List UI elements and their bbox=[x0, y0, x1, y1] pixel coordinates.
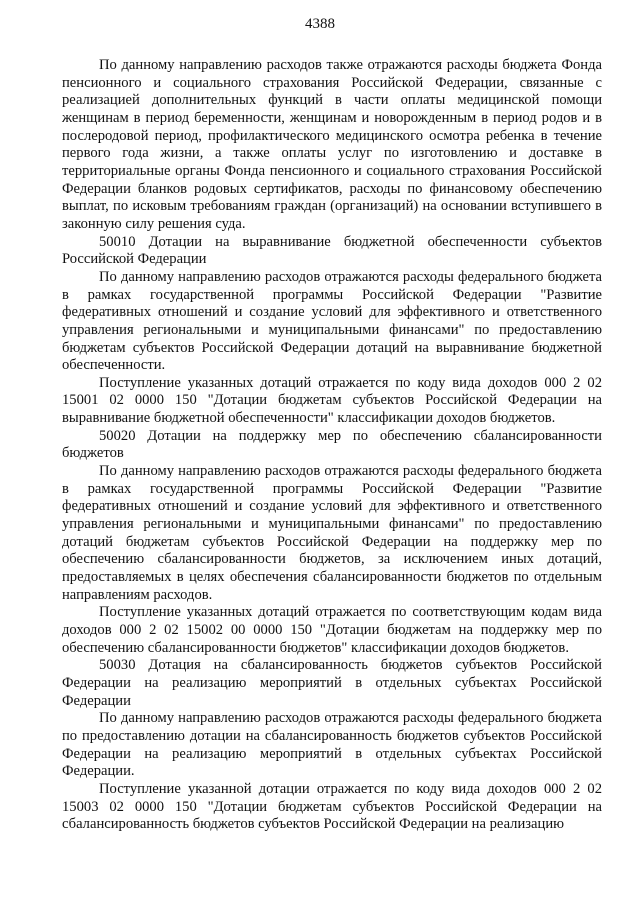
paragraph-50030-description: По данному направлению расходов отражаются расходы федерального бюджета по предоставлению дотации на сбалансированность бюджетов субъектов Российской Федерации на реализацию мероприятий в отдельных субъектах Российской Федерации. bbox=[62, 710, 602, 780]
paragraph-fss-expenses: По данному направлению расходов также отражаются расходы бюджета Фонда пенсионного и социального страхования Российской Федерации, связанные с реализацией дополнительных функций в части оплаты медицинской помощи женщинам в период беременности, женщинам и новорожденным в период родов и в послеродовой период, профилактического медицинского осмотра ребенка в течение первого года жизни, а также оплаты услуг по изготовлению и доставке в территориальные органы Фонда пенсионного и социального страхования Российской Федерации бланков родовых сертификатов, расходы по финансовому обеспечению выплат, по исковым требованиям граждан (организаций) на основании вступившего в законную силу решения суда. bbox=[62, 57, 602, 232]
paragraph-50020-description: По данному направлению расходов отражаются расходы федерального бюджета в рамках государственной программы Российской Федерации "Развитие федеративных отношений и создание условий для эффективного и ответственного управления региональными и муниципальными финансами" по предоставлению дотаций бюджетам субъектов Российской Федерации на поддержку мер по обеспечению сбалансированности бюджетов, за исключением иных дотаций, предоставляемых в целях обеспечения сбалансированности бюджетов по отдельным направлениям расходов. bbox=[62, 463, 602, 603]
heading-50010: 50010 Дотации на выравнивание бюджетной обеспеченности субъектов Российской Федерации bbox=[62, 233, 602, 268]
page-number: 4388 bbox=[305, 16, 335, 32]
paragraph-50030-revenue-code: Поступление указанной дотации отражается по коду вида доходов 000 2 02 15003 02 0000 150 "Дотации бюджетам субъектов Российской Федерации на сбалансированность бюджетов субъектов Российской Федерации на реализацию bbox=[62, 780, 602, 833]
paragraph-50020-revenue-code: Поступление указанных дотаций отражается по соответствующим кодам вида доходов 000 2 02 15002 00 0000 150 "Дотации бюджетам на поддержку мер по обеспечению сбалансированности бюджетов" классификации доходов бюджетов. bbox=[62, 604, 602, 656]
paragraph-50010-revenue-code: Поступление указанных дотаций отражается по коду вида доходов 000 2 02 15001 02 0000 150 "Дотации бюджетам субъектов Российской Федерации на выравнивание бюджетной обеспеченности" классификации доходов бюджетов. bbox=[62, 374, 602, 427]
heading-50020: 50020 Дотации на поддержку мер по обеспечению сбалансированности бюджетов bbox=[62, 427, 602, 462]
document-body bbox=[62, 57, 602, 834]
paragraph-50010-description: По данному направлению расходов отражаются расходы федерального бюджета в рамках государственной программы Российской Федерации "Развитие федеративных отношений и создание условий для эффективного и ответственного управления региональными и муниципальными финансами" по предоставлению бюджетам субъектов Российской Федерации дотаций на выравнивание бюджетной обеспеченности. bbox=[62, 268, 602, 374]
heading-50030: 50030 Дотация на сбалансированность бюджетов субъектов Российской Федерации на реализацию мероприятий в отдельных субъектах Российской Федерации bbox=[62, 657, 602, 709]
